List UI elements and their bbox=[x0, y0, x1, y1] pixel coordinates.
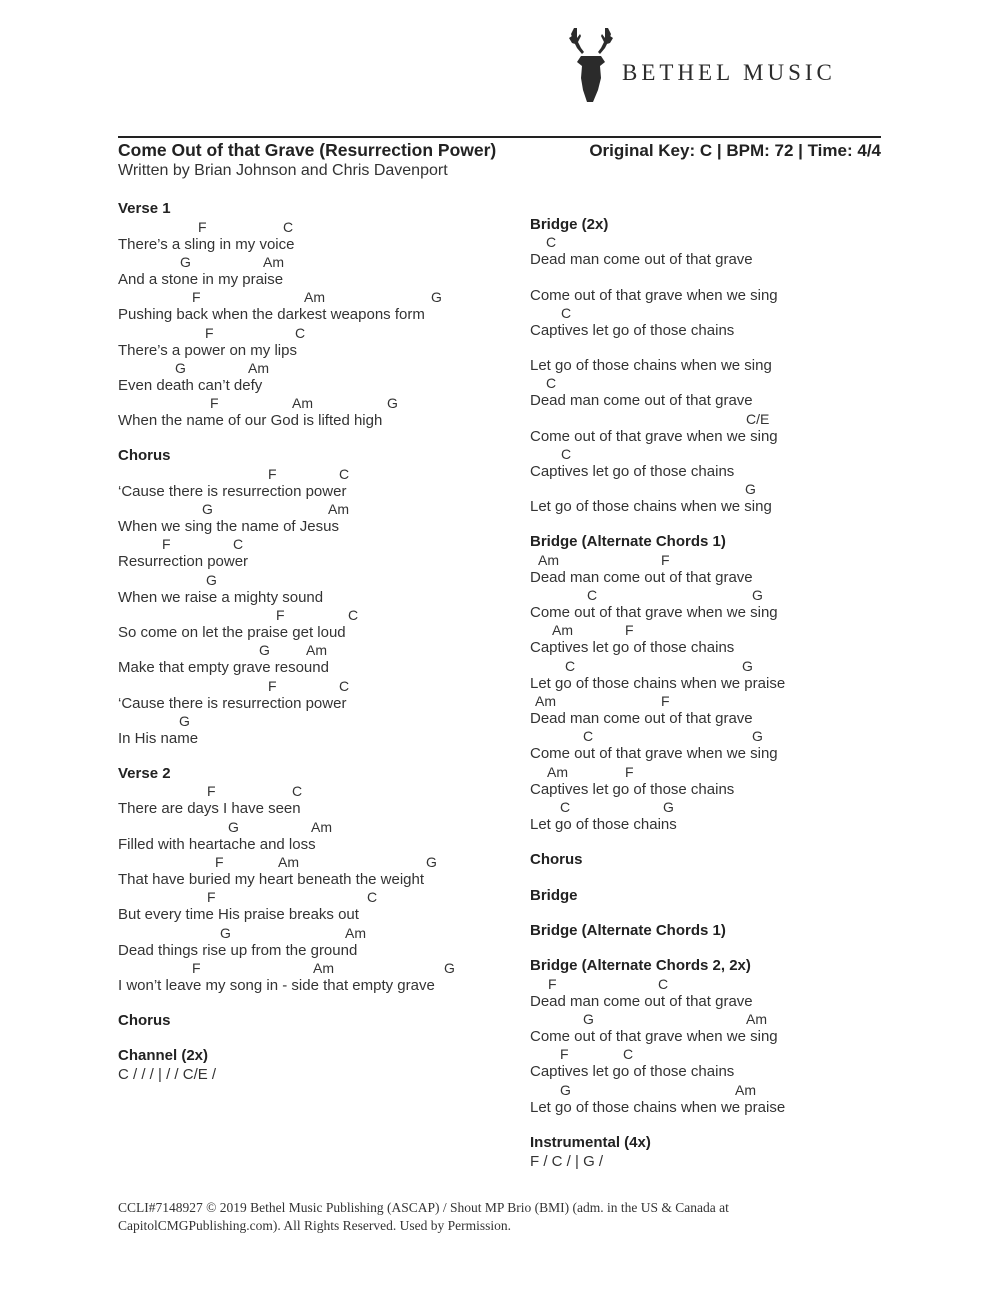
chord-label: G bbox=[560, 1082, 571, 1098]
chord-label: C bbox=[623, 1046, 634, 1062]
lyric-line: ‘Cause there is resurrection power bbox=[118, 695, 347, 712]
footer-line: CapitolCMGPublishing.com). All Rights Reserved. Used by Permission. bbox=[118, 1218, 512, 1233]
lyric-line: Come out of that grave when we sing bbox=[530, 428, 778, 445]
section-heading: Bridge (Alternate Chords 1) bbox=[530, 533, 726, 550]
lyric-line: Let go of those chains when we sing bbox=[530, 357, 772, 374]
chord-label: F bbox=[661, 552, 670, 568]
section-heading: Bridge (Alternate Chords 2, 2x) bbox=[530, 957, 751, 974]
lyric-line: Dead things rise up from the ground bbox=[118, 942, 358, 959]
chord-label: F bbox=[548, 976, 557, 992]
chord-label: C bbox=[546, 375, 557, 391]
chord-label: Am bbox=[328, 501, 349, 517]
lyric-line: Filled with heartache and loss bbox=[118, 836, 316, 853]
chord-label: G bbox=[220, 925, 231, 941]
lyric-line: ‘Cause there is resurrection power bbox=[118, 483, 347, 500]
lyric-line: So come on let the praise get loud bbox=[118, 624, 346, 641]
lyric-line: That have buried my heart beneath the weight bbox=[118, 871, 425, 888]
chord-label: F bbox=[207, 783, 216, 799]
chord-label: G bbox=[742, 658, 753, 674]
chord-label: F bbox=[207, 889, 216, 905]
chord-label: Am bbox=[311, 819, 332, 835]
section-heading: Channel (2x) bbox=[118, 1047, 209, 1064]
chord-label: F bbox=[205, 325, 214, 341]
lyric-line: Come out of that grave when we sing bbox=[530, 745, 778, 762]
chord-label: F bbox=[192, 289, 201, 305]
section-heading: Bridge (Alternate Chords 1) bbox=[530, 922, 726, 939]
chord-label: F bbox=[268, 678, 277, 694]
chord-label: F bbox=[210, 395, 219, 411]
chord-label: Am bbox=[278, 854, 299, 870]
lyric-line: Captives let go of those chains bbox=[530, 781, 735, 798]
chord-label: C bbox=[339, 678, 350, 694]
chord-progression: F / C / | G / bbox=[530, 1153, 604, 1170]
lyric-line: There are days I have seen bbox=[118, 800, 301, 817]
brand-logo bbox=[565, 26, 885, 106]
chord-label: C bbox=[295, 325, 306, 341]
lyric-line: In His name bbox=[118, 730, 199, 747]
lyric-line: Captives let go of those chains bbox=[530, 639, 735, 656]
chord-label: G bbox=[431, 289, 442, 305]
chord-label: G bbox=[387, 395, 398, 411]
chord-label: Am bbox=[292, 395, 313, 411]
lyric-line: Dead man come out of that grave bbox=[530, 710, 753, 727]
chord-label: F bbox=[215, 854, 224, 870]
section-heading: Chorus bbox=[118, 1012, 171, 1029]
lyric-line: Pushing back when the darkest weapons form bbox=[118, 306, 425, 323]
lyric-line: Let go of those chains when we praise bbox=[530, 675, 786, 692]
chord-label: C bbox=[565, 658, 576, 674]
lyric-line: Dead man come out of that grave bbox=[530, 392, 753, 409]
chord-label: Am bbox=[345, 925, 366, 941]
song-credits: Written by Brian Johnson and Chris Davenport bbox=[118, 162, 448, 179]
section-heading: Instrumental (4x) bbox=[530, 1134, 651, 1151]
chord-label: C bbox=[292, 783, 303, 799]
chord-label: C bbox=[561, 446, 572, 462]
chord-label: F bbox=[661, 693, 670, 709]
chord-label: C bbox=[561, 305, 572, 321]
section-heading: Bridge bbox=[530, 887, 578, 904]
chord-label: C bbox=[339, 466, 350, 482]
lyric-line: Captives let go of those chains bbox=[530, 1063, 735, 1080]
chord-label: Am bbox=[248, 360, 269, 376]
chord-label: Am bbox=[746, 1011, 767, 1027]
chord-label: C bbox=[560, 799, 571, 815]
lyric-line: Let go of those chains when we praise bbox=[530, 1099, 786, 1116]
chord-label: F bbox=[625, 764, 634, 780]
chord-label: F bbox=[268, 466, 277, 482]
header-rule bbox=[118, 136, 881, 138]
lyric-line: I won’t leave my song in - side that empty grave bbox=[118, 977, 435, 994]
chord-label: Am bbox=[535, 693, 556, 709]
chord-label: Am bbox=[735, 1082, 756, 1098]
copyright-footer bbox=[118, 1199, 888, 1235]
lyric-line: When we sing the name of Jesus bbox=[118, 518, 339, 535]
chord-label: F bbox=[625, 622, 634, 638]
chord-label: Am bbox=[304, 289, 325, 305]
chord-label: F bbox=[192, 960, 201, 976]
chord-label: F bbox=[560, 1046, 569, 1062]
chord-progression: C / / / | / / C/E / bbox=[118, 1066, 217, 1083]
section-heading: Chorus bbox=[530, 851, 583, 868]
chord-label: Am bbox=[313, 960, 334, 976]
chord-label: C/E bbox=[746, 411, 770, 427]
chord-label: Am bbox=[263, 254, 284, 270]
lyric-line: Captives let go of those chains bbox=[530, 322, 735, 339]
lyric-line: But every time His praise breaks out bbox=[118, 906, 359, 923]
chord-label: G bbox=[259, 642, 270, 658]
lyric-line: Come out of that grave when we sing bbox=[530, 287, 778, 304]
chord-label: Am bbox=[538, 552, 559, 568]
chord-label: F bbox=[276, 607, 285, 623]
chord-label: G bbox=[202, 501, 213, 517]
lyric-line: Resurrection power bbox=[118, 553, 249, 570]
chord-label: C bbox=[233, 536, 244, 552]
chord-label: C bbox=[367, 889, 378, 905]
chord-label: G bbox=[228, 819, 239, 835]
chord-label: G bbox=[583, 1011, 594, 1027]
chord-label: G bbox=[206, 572, 217, 588]
lyric-line: And a stone in my praise bbox=[118, 271, 284, 288]
lyric-line: Come out of that grave when we sing bbox=[530, 1028, 778, 1045]
chord-label: F bbox=[162, 536, 171, 552]
chord-label: G bbox=[663, 799, 674, 815]
chord-label: G bbox=[179, 713, 190, 729]
chord-label: Am bbox=[552, 622, 573, 638]
chord-label: C bbox=[583, 728, 594, 744]
chord-label: C bbox=[546, 234, 557, 250]
section-heading: Bridge (2x) bbox=[530, 216, 609, 233]
chord-label: F bbox=[198, 219, 207, 235]
footer-line: CCLI#7148927 © 2019 Bethel Music Publishing (ASCAP) / Shout MP Brio (BMI) (adm. in the US & Canada at bbox=[118, 1200, 729, 1215]
lyric-line: Dead man come out of that grave bbox=[530, 569, 753, 586]
chord-label: C bbox=[348, 607, 359, 623]
chord-label: G bbox=[752, 728, 763, 744]
chord-label: C bbox=[587, 587, 598, 603]
lyric-line: Let go of those chains bbox=[530, 816, 677, 833]
chord-label: Am bbox=[306, 642, 327, 658]
lyric-line: Even death can’t defy bbox=[118, 377, 263, 394]
lyric-line: Dead man come out of that grave bbox=[530, 993, 753, 1010]
section-heading: Verse 2 bbox=[118, 765, 171, 782]
chord-label: G bbox=[745, 481, 756, 497]
lyric-line: When we raise a mighty sound bbox=[118, 589, 324, 606]
brand-name: BETHEL MUSIC bbox=[622, 60, 836, 85]
deer-head-icon bbox=[565, 26, 617, 106]
section-heading: Chorus bbox=[118, 447, 171, 464]
song-meta: Original Key: C | BPM: 72 | Time: 4/4 bbox=[589, 141, 881, 160]
chord-label: Am bbox=[547, 764, 568, 780]
lyric-line: Come out of that grave when we sing bbox=[530, 604, 778, 621]
chord-label: G bbox=[444, 960, 455, 976]
chord-label: G bbox=[752, 587, 763, 603]
lyric-line: Dead man come out of that grave bbox=[530, 251, 753, 268]
chord-label: G bbox=[175, 360, 186, 376]
lyric-line: There’s a power on my lips bbox=[118, 342, 297, 359]
lyric-line: Captives let go of those chains bbox=[530, 463, 735, 480]
lyric-line: Make that empty grave resound bbox=[118, 659, 329, 676]
lyric-line: Let go of those chains when we sing bbox=[530, 498, 772, 515]
section-heading: Verse 1 bbox=[118, 200, 171, 217]
chord-label: G bbox=[426, 854, 437, 870]
song-title: Come Out of that Grave (Resurrection Power) bbox=[118, 140, 497, 160]
chord-label: C bbox=[658, 976, 669, 992]
lyric-line: When the name of our God is lifted high bbox=[118, 412, 383, 429]
lyric-line: There’s a sling in my voice bbox=[118, 236, 295, 253]
chord-label: G bbox=[180, 254, 191, 270]
chord-label: C bbox=[283, 219, 294, 235]
